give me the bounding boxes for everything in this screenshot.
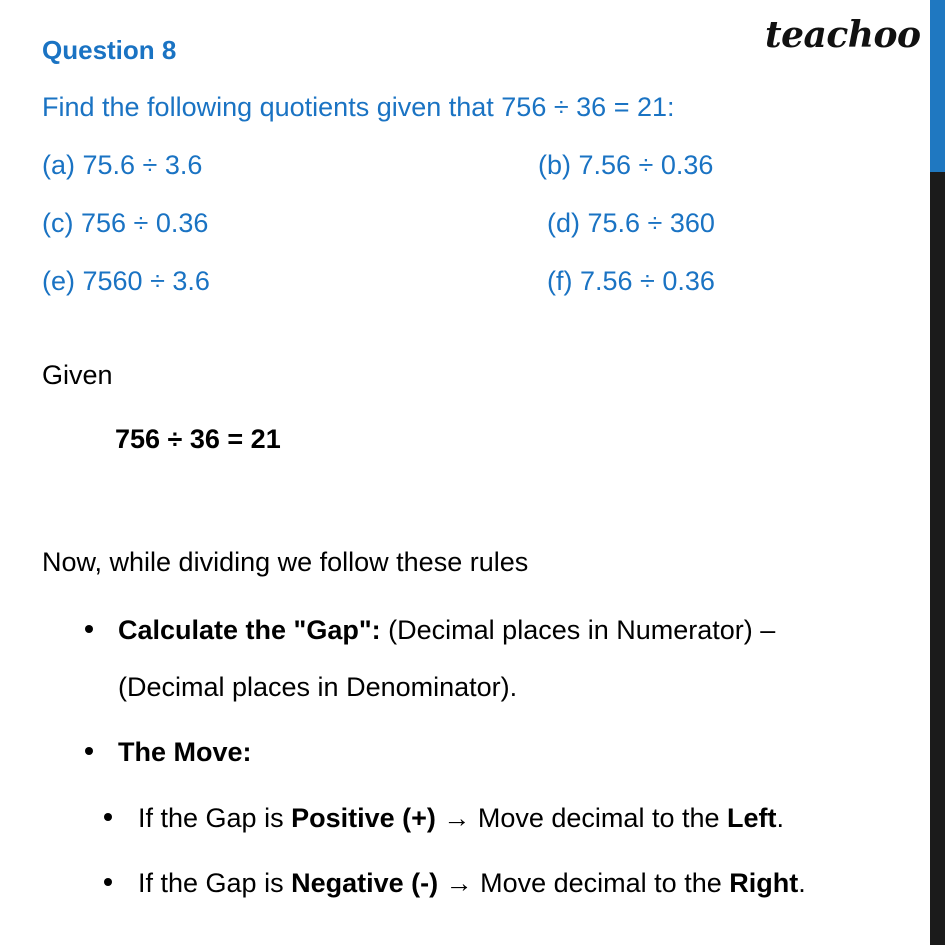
sub-rule-direction: Left: [727, 803, 777, 833]
sub-rule-direction: Right: [729, 868, 799, 898]
part-e: (e) 7560 ÷ 3.6: [42, 266, 210, 296]
sub-rule-text: If the Gap is: [138, 803, 292, 833]
rule-gap-heading: Calculate the "Gap":: [118, 615, 381, 645]
part-c: (c) 756 ÷ 0.36: [42, 208, 209, 238]
bullet-icon: [85, 747, 93, 755]
part-f: (f) 7.56 ÷ 0.36: [547, 266, 715, 296]
given-equation: 756 ÷ 36 = 21: [115, 424, 281, 454]
rule-move-heading: The Move:: [118, 737, 252, 767]
sub-rule-sign: Positive (+): [291, 803, 436, 833]
question-prompt: Find the following quotients given that 756 ÷ 36 = 21:: [42, 92, 675, 122]
rules-intro: Now, while dividing we follow these rules: [42, 547, 529, 577]
sub-rule-text: .: [798, 868, 806, 898]
part-a: (a) 75.6 ÷ 3.6: [42, 150, 203, 180]
sub-rule-sign: Negative (-): [291, 868, 439, 898]
rule-gap-continuation: (Decimal places in Denominator).: [118, 672, 518, 702]
given-label: Given: [42, 360, 113, 390]
bullet-icon: [104, 813, 112, 821]
rule-gap: [118, 613, 775, 647]
part-b: (b) 7.56 ÷ 0.36: [538, 150, 714, 180]
sub-rule-text: → Move decimal to the: [438, 868, 730, 898]
sub-rule-text: .: [776, 803, 785, 833]
sub-rule-text: → Move decimal to the: [435, 803, 727, 833]
teachoo-logo: teachoo: [765, 14, 921, 56]
sub-rule-negative: [138, 866, 806, 900]
rule-gap-text: (Decimal places in Numerator) –: [380, 615, 776, 645]
sub-rule-text: If the Gap is: [138, 868, 292, 898]
question-title: Question 8: [42, 35, 177, 65]
part-d: (d) 75.6 ÷ 360: [547, 208, 715, 238]
rule-move: [118, 735, 252, 769]
bullet-icon: [104, 878, 112, 886]
scrollbar-thumb[interactable]: [930, 0, 945, 172]
bullet-icon: [85, 625, 93, 633]
sub-rule-positive: [138, 801, 784, 835]
